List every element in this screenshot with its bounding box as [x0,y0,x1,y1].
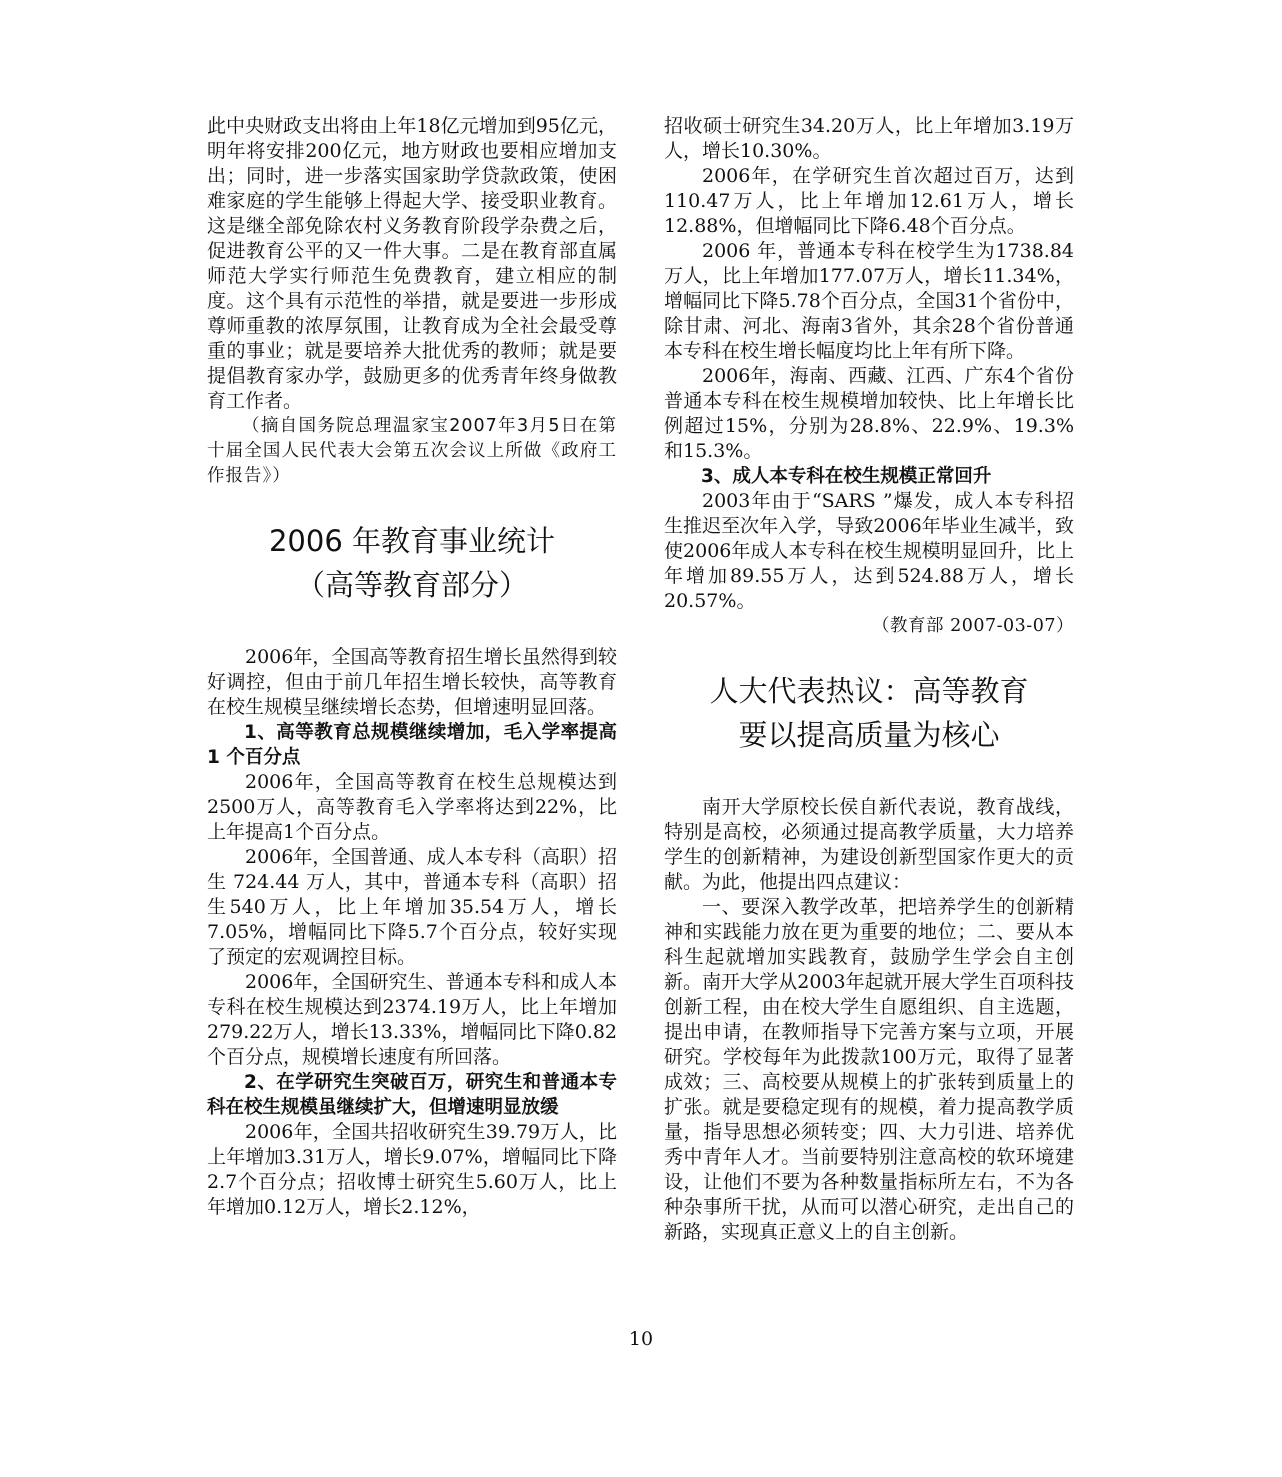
article2-title-line1: 人大代表热议：高等教育 [709,674,1029,708]
source-signature: （教育部 2007-03-07） [872,616,1074,636]
page-number: 10 [628,1328,654,1350]
paragraph-3: 2006年，全国普通、成人本专科（高职）招生 724.44 万人，其中，普通本专科（高职）招生540万人，比上年增加35.54万人，增长7.05%，增幅同比下降5.7个百分点，较好实现了预定的宏观调控目标。 [207,846,617,968]
intro-paragraph: 此中央财政支出将由上年18亿元增加到95亿元，明年将安排200亿元，地方财政也要相应增加支出；同时，进一步落实国家助学贷款政策，使困难家庭的学生能够上得起大学、接受职业教育。这是继全部免除农村义务教育阶段学杂费之后，促进教育公平的又一件大事。二是在教育部直属师范大学实行师范生免费教育，建立相应的制度。这个具有示范性的举措，就是要进一步形成尊师重教的浓厚氛围，让教育成为全社会最受尊重的事业；就是要培养大批优秀的教师；就是要提倡教育家办学，鼓励更多的优秀青年终身做教育工作者。 [207,115,617,412]
paragraph-4: 2006年，全国研究生、普通本专科和成人本专科在校生规模达到2374.19万人，比上年增加279.22万人，增长13.33%，增幅同比下降0.82个百分点，规模增长速度有所回落。 [207,971,617,1068]
paragraph-8: 2006 年，普通本专科在校学生为1738.84万人，比上年增加177.07万人，增长11.34%，增幅同比下降5.78个百分点，全国31个省份中，除甘肃、河北、海南3省外，其余28个省份普通本专科在校生增长幅度均比上年有所下降。 [664,240,1074,362]
section-heading-1: 1、高等教育总规模继续增加，毛入学率提高 1 个百分点 [207,722,617,768]
left-column [207,114,617,1220]
section-heading-2: 2、在学研究生突破百万，研究生和普通本专科在校生规模虽继续扩大，但增速明显放缓 [207,1072,617,1118]
section-heading-3: 3、成人本专科在校生规模正常回升 [701,466,992,487]
paragraph-10: 2003年由于“SARS ”爆发，成人本专科招生推迟至次年入学，导致2006年毕业生减半，致使2006年成人本专科在校生规模明显回升，比上年增加89.55万人，达到524.88万人，增长20.57%。 [664,490,1074,612]
source-note: （摘自国务院总理温家宝2007年3月5日在第十届全国人民代表大会第五次会议上所做《政府工作报告》） [207,416,617,486]
paragraph-12: 一、要深入教学改革，把培养学生的创新精神和实践能力放在更为重要的地位；二、要从本科生起就增加实践教育，鼓励学生学会自主创新。南开大学从2003年起就开展大学生百项科技创新工程，由在校大学生自愿组织、自主选题，提出申请，在教师指导下完善方案与立项，开展研究。学校每年为此拨款100万元，取得了显著成效；三、高校要从规模上的扩张转到质量上的扩张。就是要稳定现有的规模，着力提高教学质量，指导思想必须转变；四、大力引进、培养优秀中青年人才。当前要特别注意高校的软环境建设，让他们不要为各种数量指标所左右，不为各种杂事所干扰，从而可以潜心研究，走出自己的新路，实现真正意义上的自主创新。 [664,896,1074,1243]
article2-title-line2: 要以提高质量为核心 [738,718,1000,752]
paragraph-11: 南开大学原校长侯自新代表说，教育战线，特别是高校，必须通过提高教学质量，大力培养学生的创新精神，为建设创新型国家作更大的贡献。为此，他提出四点建议： [664,796,1074,893]
paragraph-1: 2006年，全国高等教育招生增长虽然得到较好调控，但由于前几年招生增长较快，高等教育在校生规模呈继续增长态势，但增速明显回落。 [207,646,617,718]
paragraph-2: 2006年，全国高等教育在校生总规模达到2500万人，高等教育毛入学率将达到22%，比上年提高1个百分点。 [207,771,617,843]
article-title-line2: （高等教育部分） [295,568,528,602]
paragraph-7: 2006年，在学研究生首次超过百万，达到110.47万人，比上年增加12.61万人，增长12.88%，但增幅同比下降6.48个百分点。 [664,165,1074,237]
article-title-line1: 2006 年教育事业统计 [268,524,556,558]
paragraph-6: 招收硕士研究生34.20万人，比上年增加3.19万人，增长10.30%。 [664,115,1074,162]
paragraph-5: 2006年，全国共招收研究生39.79万人，比上年增加3.31万人，增长9.07%，增幅同比下降2.7个百分点；招收博士研究生5.60万人，比上年增加0.12万人，增长2.12%， [207,1121,617,1218]
paragraph-9: 2006年，海南、西藏、江西、广东4个省份普通本专科在校生规模增加较快、比上年增长比例超过15%，分别为28.8%、22.9%、19.3%和15.3%。 [664,365,1074,462]
right-column [664,114,1074,1245]
